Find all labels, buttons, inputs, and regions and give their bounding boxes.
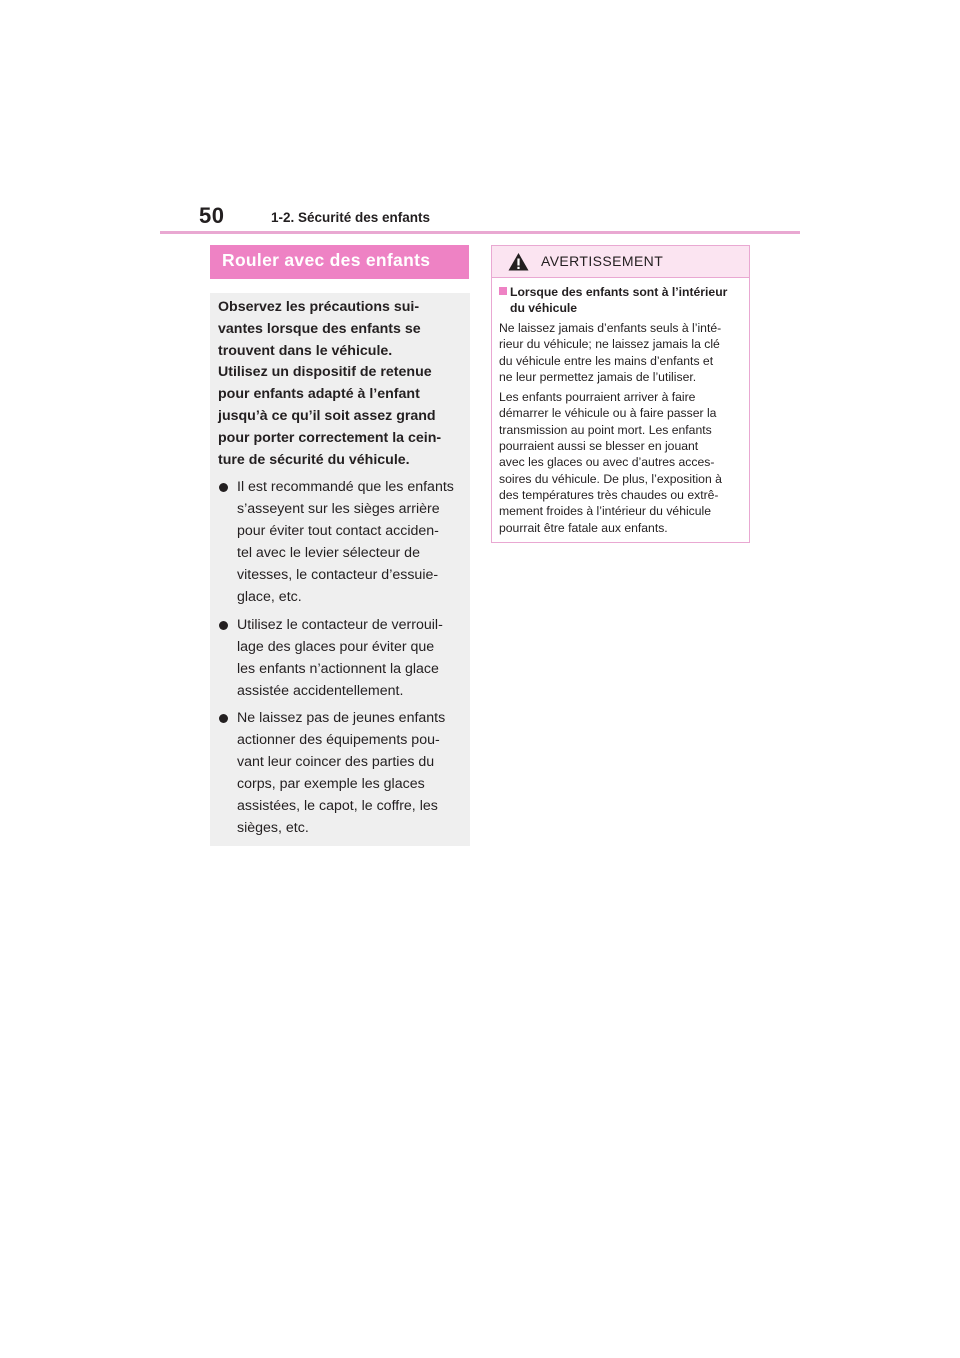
header-divider <box>160 231 800 234</box>
section-heading <box>210 245 469 279</box>
precautions-list <box>218 477 460 840</box>
bullet-line: lage des glaces pour éviter que <box>237 638 435 655</box>
warning-line: rieur du véhicule; ne laissez jamais la clé <box>499 337 720 352</box>
intro-line: jusqu’à ce qu’il soit assez grand <box>218 407 436 424</box>
page-header <box>0 0 960 240</box>
warning-line: mement froides à l’intérieur du véhicule <box>499 504 712 519</box>
warning-paragraph <box>499 320 741 385</box>
intro-line: ture de sécurité du véhicule. <box>218 451 410 468</box>
bullet-line: Il est recommandé que les enfants <box>237 479 454 496</box>
intro-line: Utilisez un dispositif de retenue <box>218 364 432 381</box>
page-number: 50 <box>199 203 225 228</box>
bullet-line: assistées, le capot, le coffre, les <box>237 798 438 815</box>
bullet-line: corps, par exemple les glaces <box>237 776 425 793</box>
intro-line: vantes lorsque des enfants se <box>218 320 421 337</box>
intro-line: pour enfants adapté à l’enfant <box>218 386 420 403</box>
intro-text <box>218 297 460 471</box>
warning-header <box>492 246 749 278</box>
warning-line: Ne laissez jamais d’enfants seuls à l’inté- <box>499 321 722 335</box>
warning-title: AVERTISSEMENT <box>541 253 664 269</box>
bullet-line: actionner des équipements pou- <box>237 732 440 749</box>
bullet-line: les enfants n’actionnent la glace <box>237 660 439 677</box>
warning-line: pourrait être fatale aux enfants. <box>499 520 668 535</box>
bullet-line: Utilisez le contacteur de verrouil- <box>237 616 443 633</box>
bullet-dot-icon <box>219 714 228 723</box>
bullet-line: assistée accidentellement. <box>237 682 404 699</box>
chapter-title: 1-2. Sécurité des enfants <box>271 210 431 225</box>
bullet-line: sièges, etc. <box>237 819 309 836</box>
bullet-dot-icon <box>219 483 228 492</box>
intro-line: pour porter correctement la cein- <box>218 429 442 446</box>
warning-line: soires du véhicule. De plus, l’exposition à <box>499 471 722 486</box>
warning-line: Les enfants pourraient arriver à faire <box>499 390 696 405</box>
list-item <box>218 708 460 839</box>
list-item <box>218 615 460 703</box>
warning-line: pourraient aussi se blesser en jouant <box>499 439 699 454</box>
bullet-line: tel avec le levier sélecteur de <box>237 545 420 562</box>
bullet-line: pour éviter tout contact acciden- <box>237 523 439 540</box>
warning-line: avec les glaces ou avec d’autres acces- <box>499 455 715 470</box>
bullet-line: s’asseyent sur les sièges arrière <box>237 501 440 518</box>
intro-line: trouvent dans le véhicule. <box>218 342 393 359</box>
warning-triangle-icon <box>508 252 529 271</box>
bullet-line: glace, etc. <box>237 588 302 605</box>
bullet-line: vitesses, le contacteur d’essuie- <box>237 567 439 583</box>
bullet-line: Ne laissez pas de jeunes enfants <box>237 710 446 727</box>
warning-line: des températures très chaudes ou extrê- <box>499 487 719 502</box>
warning-box <box>491 245 750 543</box>
warning-paragraph <box>499 389 741 536</box>
intro-line: Observez les précautions sui- <box>218 299 420 315</box>
warning-line: ne leur permettez jamais de l’utiliser. <box>499 369 697 384</box>
bullet-dot-icon <box>219 621 228 630</box>
list-item <box>218 477 460 608</box>
warning-subtitle <box>499 284 741 316</box>
warning-line: transmission au point mort. Les enfants <box>499 422 712 437</box>
square-bullet-icon <box>499 287 507 295</box>
bullet-line: vant leur coincer des parties du <box>237 754 435 771</box>
warning-body <box>492 278 749 536</box>
section-heading-text: Rouler avec des enfants <box>222 250 431 270</box>
warning-line: démarrer le véhicule ou à faire passer la <box>499 406 717 421</box>
warning-subtitle-line: Lorsque des enfants sont à l’intérieur <box>510 285 728 299</box>
intro-box <box>210 293 470 846</box>
warning-line: du véhicule entre les mains d’enfants et <box>499 353 714 368</box>
warning-subtitle-line: du véhicule <box>510 301 578 315</box>
